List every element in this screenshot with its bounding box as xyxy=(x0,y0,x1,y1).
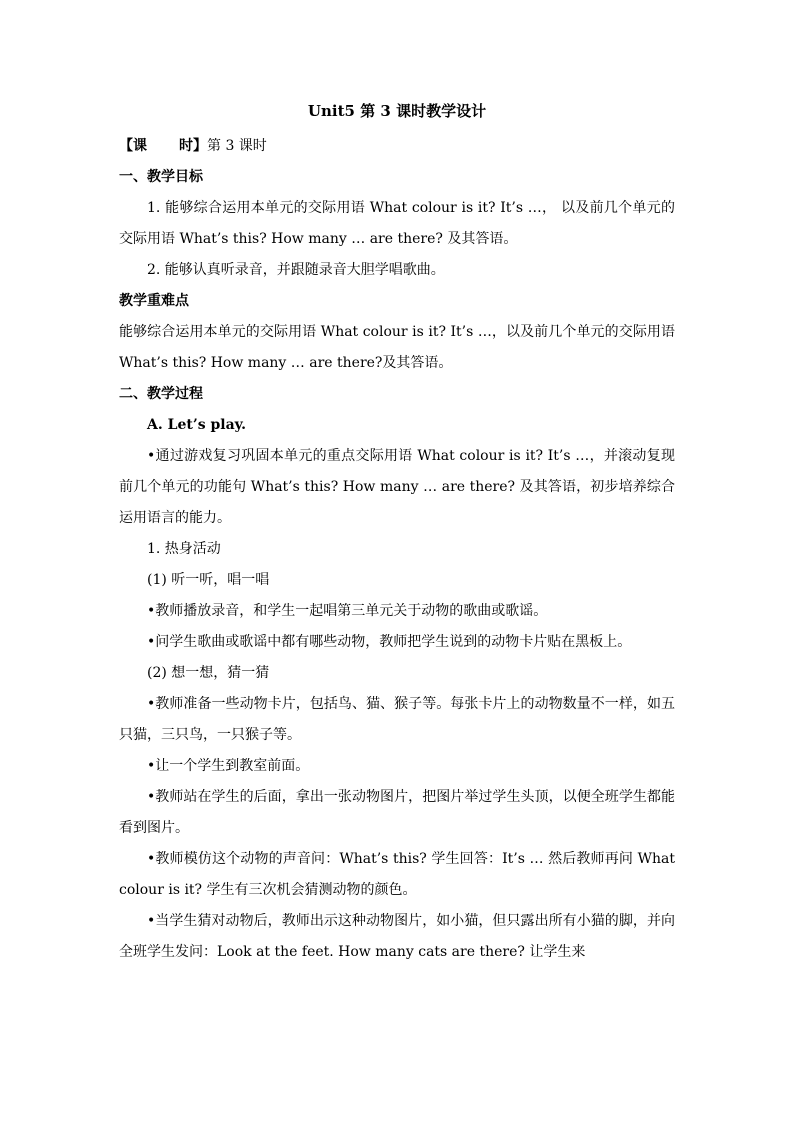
section-heading-key-points: 教学重难点 xyxy=(119,293,189,309)
process-paragraph: •让一个学生到教室前面。 xyxy=(147,758,310,774)
process-paragraph: (1) 听一听，唱一唱 xyxy=(147,572,270,588)
process-paragraph: •教师站在学生的后面，拿出一张动物图片，把图片举过学生头顶，以便全班学生都能看到图片。 xyxy=(119,789,675,836)
section-heading-objectives: 一、教学目标 xyxy=(119,169,203,185)
process-paragraph: 1. 热身活动 xyxy=(147,541,221,557)
process-paragraph: (2) 想一想，猜一猜 xyxy=(147,665,270,681)
lesson-label-open: 【课 xyxy=(119,138,147,154)
lesson-value: 第 3 课时 xyxy=(207,138,267,154)
process-paragraph: •问学生歌曲或歌谣中都有哪些动物，教师把学生说到的动物卡片贴在黑板上。 xyxy=(147,634,632,650)
lesson-label-close: 时】 xyxy=(179,138,207,154)
key-points-text: 能够综合运用本单元的交际用语 What colour is it? It’s …，以及前几个单元的交际用语 What’s this? How many … are there?及其答语。 xyxy=(119,324,675,371)
section-heading-process: 二、教学过程 xyxy=(119,386,203,402)
process-paragraph: •通过游戏复习巩固本单元的重点交际用语 What colour is it? It’s …，并滚动复现前几个单元的功能句 What’s this? How many … are there? 及其答语，初步培养综合运用语言的能力。 xyxy=(119,448,675,526)
sub-heading-lets-play: A. Let’s play. xyxy=(147,417,247,433)
process-paragraph: •教师播放录音，和学生一起唱第三单元关于动物的歌曲或歌谣。 xyxy=(147,603,548,619)
process-paragraph: •教师模仿这个动物的声音问：What’s this? 学生回答：It’s … 然后教师再问 What colour is it? 学生有三次机会猜测动物的颜色。 xyxy=(119,851,675,898)
document-body xyxy=(119,100,675,968)
objective-item-1: 1. 能够综合运用本单元的交际用语 What colour is it? It’s …， 以及前几个单元的交际用语 What’s this? How many … are there? 及其答语。 xyxy=(119,200,675,247)
process-paragraph: •教师准备一些动物卡片，包括鸟、猫、猴子等。每张卡片上的动物数量不一样，如五只猫，三只鸟，一只猴子等。 xyxy=(119,696,675,743)
title-spacer xyxy=(119,122,675,131)
lesson-line xyxy=(119,131,675,162)
objective-item-2: 2. 能够认真听录音，并跟随录音大胆学唱歌曲。 xyxy=(147,262,445,278)
document-title: Unit5 第 3 课时教学设计 xyxy=(307,102,487,120)
process-paragraph: •当学生猜对动物后，教师出示这种动物图片，如小猫，但只露出所有小猫的脚，并向全班学生发问：Look at the feet. How many cats are there? 让学生来 xyxy=(119,913,675,960)
